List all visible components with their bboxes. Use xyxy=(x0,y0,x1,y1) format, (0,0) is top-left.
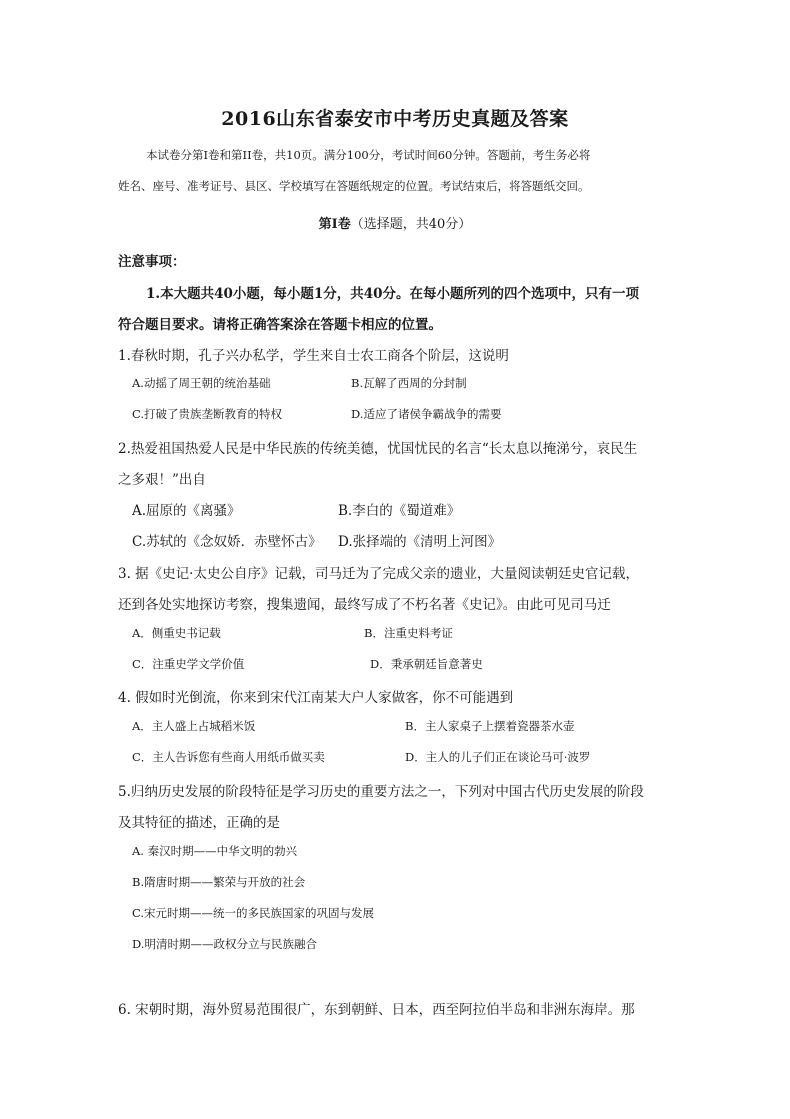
option-d: D.适应了诸侯争霸战争的需要 xyxy=(351,407,502,421)
question-stem: 2.热爱祖国热爱人民是中华民族的传统美德，忧国忧民的名言“长太息以掩涕兮，哀民生 xyxy=(118,441,638,457)
question-stem: 6. 宋朝时期，海外贸易范围很广，东到朝鲜、日本，西至阿拉伯半岛和非洲东海岸。那 xyxy=(118,1002,635,1018)
option-a: A. 秦汉时期——中华文明的勃兴 xyxy=(132,844,298,858)
option-a: A．侧重史书记载 xyxy=(132,626,221,640)
option-b: B．主人家桌子上摆着瓷器茶水壶 xyxy=(405,719,575,733)
intro-line: 姓名、座号、准考证号、县区、学校填写在答题纸规定的位置。考试结束后，将答题纸交回。 xyxy=(118,179,590,193)
option-a: A.动摇了周王朝的统治基础 xyxy=(132,376,271,390)
option-d: D.张择端的《清明上河图》 xyxy=(338,534,502,550)
section-heading xyxy=(0,213,790,232)
option-b: B.瓦解了西周的分封制 xyxy=(351,376,467,390)
option-b: B.李白的《蜀道难》 xyxy=(338,503,461,519)
option-d: D.明清时期——政权分立与民族融合 xyxy=(132,937,317,951)
question-stem: 5.归纳历史发展的阶段特征是学习历史的重要方法之一，下列对中国古代历史发展的阶段 xyxy=(118,784,644,800)
page-title: 2016山东省泰安市中考历史真题及答案 xyxy=(221,108,569,130)
option-c: C.打破了贵族垄断教育的特权 xyxy=(132,407,283,421)
option-b: B．注重史料考证 xyxy=(364,626,453,640)
notice-line: 符合题目要求。请将正确答案涂在答题卡相应的位置。 xyxy=(118,317,442,333)
question-stem: 还到各处实地探访考察，搜集遗闻，最终写成了不朽名著《史记》。由此可见司马迁 xyxy=(118,597,611,613)
option-d: D．秉承朝廷旨意著史 xyxy=(370,657,483,671)
option-a: A.屈原的《离骚》 xyxy=(132,503,241,519)
question-stem: 及其特征的描述，正确的是 xyxy=(118,815,280,831)
notice-line: 1.本大题共40小题，每小题1分，共40分。在每小题所列的四个选项中，只有一项 xyxy=(146,286,640,302)
section-note: （选择题，共40分） xyxy=(350,217,472,232)
option-c: C.苏轼的《念奴娇．赤壁怀古》 xyxy=(132,534,322,550)
option-a: A．主人盛上占城稻米饭 xyxy=(132,719,256,733)
option-c: C.宋元时期——统一的多民族国家的巩固与发展 xyxy=(132,906,375,920)
option-c: C．主人告诉您有些商人用纸币做买卖 xyxy=(132,750,325,764)
option-d: D．主人的儿子们正在谈论马可·波罗 xyxy=(405,750,591,764)
option-b: B.隋唐时期——繁荣与开放的社会 xyxy=(132,875,306,889)
question-stem: 4. 假如时光倒流，你来到宋代江南某大户人家做客，你不可能遇到 xyxy=(118,690,514,706)
option-c: C．注重史学文学价值 xyxy=(132,657,245,671)
intro-line: 本试卷分第Ⅰ卷和第II卷，共10页。满分100分，考试时间60分钟。答题前，考生务必将 xyxy=(146,148,591,162)
question-stem: 3. 据《史记·太史公自序》记载，司马迁为了完成父亲的遗业，大量阅读朝廷史官记载， xyxy=(118,566,639,582)
question-stem: 之多艰！”出自 xyxy=(118,472,206,488)
notice-heading: 注意事项： xyxy=(118,254,186,270)
question-stem: 1.春秋时期，孔子兴办私学，学生来自士农工商各个阶层，这说明 xyxy=(118,348,509,364)
section-title: 第Ⅰ卷 xyxy=(318,217,351,232)
